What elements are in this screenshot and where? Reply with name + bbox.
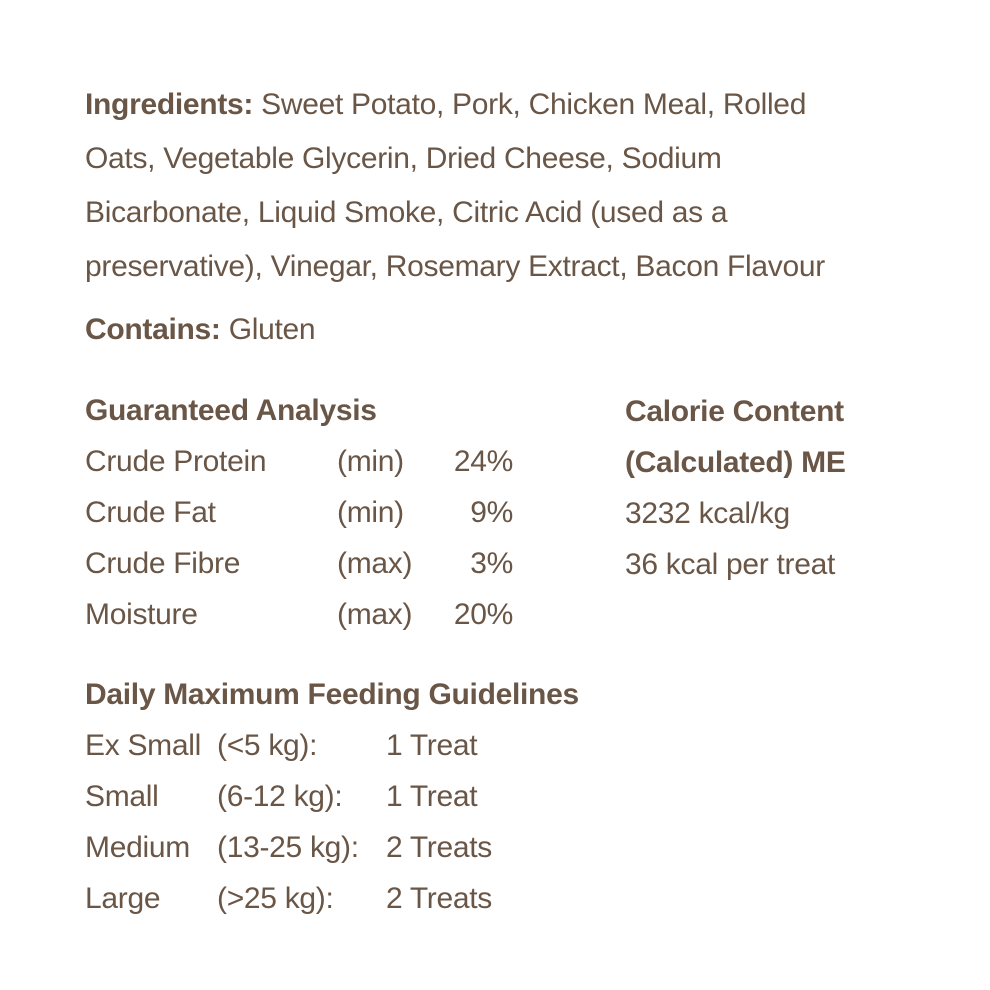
- ingredients-label: Ingredients:: [85, 88, 254, 121]
- weight-range: (<5 kg):: [217, 729, 318, 762]
- ingredients-line-2: Oats, Vegetable Glycerin, Dried Cheese, Sodium: [85, 142, 722, 175]
- feeding-row: [85, 771, 785, 822]
- feeding-row: [85, 873, 785, 924]
- feeding-row: [85, 822, 785, 873]
- ingredients-line-4: preservative), Vinegar, Rosemary Extract, Bacon Flavour: [85, 250, 825, 283]
- weight-range: (13-25 kg):: [217, 831, 359, 864]
- dog-size: Medium: [85, 831, 190, 864]
- ingredients-paragraph: [85, 78, 945, 294]
- calorie-per-treat: 36 kcal per treat: [625, 548, 836, 581]
- feeding-row: [85, 720, 785, 771]
- feeding-guidelines-title: Daily Maximum Feeding Guidelines: [85, 678, 579, 711]
- nutrient-qualifier: (max): [337, 547, 413, 580]
- ingredients-line-1: [85, 78, 945, 132]
- contains-statement: [85, 308, 315, 352]
- analysis-row: [85, 487, 525, 538]
- contains-label: Contains:: [85, 313, 221, 346]
- weight-range: (>25 kg):: [217, 882, 334, 915]
- dog-size: Small: [85, 780, 159, 813]
- analysis-row: [85, 436, 525, 487]
- guaranteed-analysis-section: [85, 386, 525, 640]
- nutrient-name: Moisture: [85, 598, 198, 631]
- treat-count: 1 Treat: [386, 729, 478, 762]
- ingredients-line-3: Bicarbonate, Liquid Smoke, Citric Acid (used as a: [85, 196, 728, 229]
- treat-count: 1 Treat: [386, 780, 478, 813]
- calorie-content-section: [625, 386, 945, 590]
- dog-size: Ex Small: [85, 729, 201, 762]
- calorie-per-kg: 3232 kcal/kg: [625, 497, 790, 530]
- nutrient-qualifier: (min): [337, 496, 404, 529]
- dog-size: Large: [85, 882, 161, 915]
- contains-value: Gluten: [228, 313, 316, 346]
- nutrient-amount: 3%: [470, 547, 513, 580]
- analysis-row: [85, 538, 525, 589]
- nutrient-amount: 9%: [470, 496, 513, 529]
- nutrient-qualifier: (max): [337, 598, 413, 631]
- guaranteed-analysis-title: Guaranteed Analysis: [85, 394, 377, 427]
- nutrient-name: Crude Protein: [85, 445, 267, 478]
- treat-count: 2 Treats: [386, 882, 492, 915]
- weight-range: (6-12 kg):: [217, 780, 343, 813]
- nutrient-amount: 24%: [453, 445, 513, 478]
- nutrient-name: Crude Fibre: [85, 547, 241, 580]
- analysis-row: [85, 589, 525, 640]
- ingredients-text: Sweet Potato, Pork, Chicken Meal, Rolled: [261, 88, 807, 121]
- nutrient-name: Crude Fat: [85, 496, 216, 529]
- feeding-guidelines-section: [85, 670, 785, 924]
- treat-count: 2 Treats: [386, 831, 492, 864]
- nutrient-amount: 20%: [453, 598, 513, 631]
- nutrient-qualifier: (min): [337, 445, 404, 478]
- calorie-content-title: Calorie Content: [625, 395, 844, 428]
- calorie-content-subtitle: (Calculated) ME: [625, 446, 846, 479]
